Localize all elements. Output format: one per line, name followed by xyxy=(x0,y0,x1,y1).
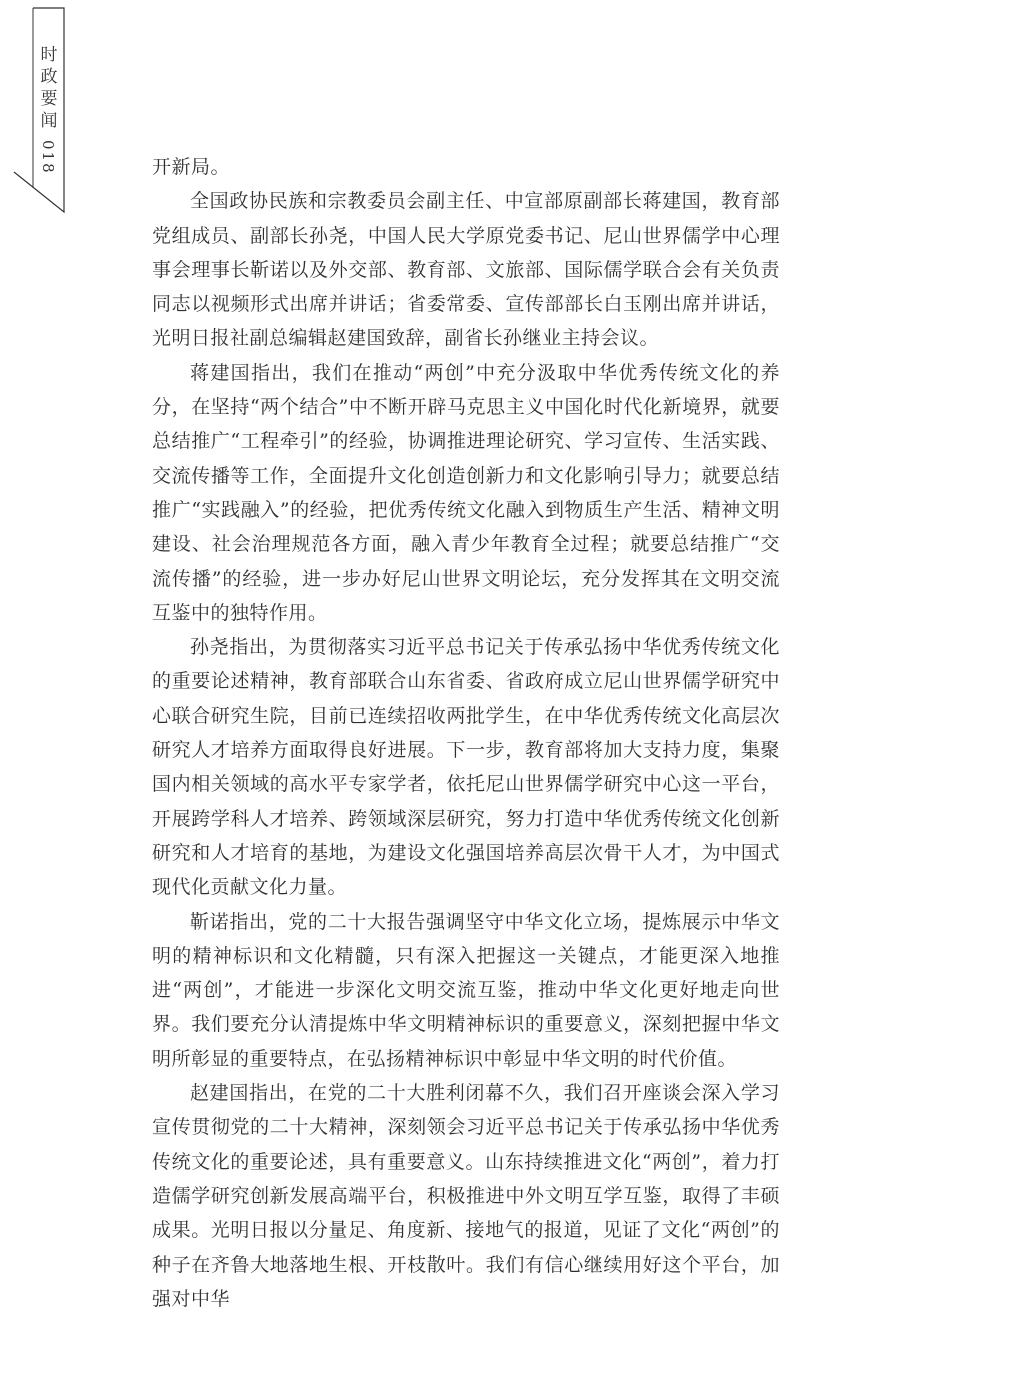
paragraph: 开新局。 xyxy=(152,156,231,178)
section-char: 时 xyxy=(40,45,58,65)
paragraph: 全国政协民族和宗教委员会副主任、中宣部原副部长蒋建国，教育部党组成员、副部长孙尧，中国人民大学原党委书记、尼山世界儒学中心理事会理事长靳诺以及外交部、教育部、文旅部、国际儒学联合会有关负责同志以视频形式出席并讲话；省委常委、宣传部部长白玉刚出席并讲话，光明日报社副总编辑赵建国致辞，副省长孙继业主持会议。 xyxy=(152,190,780,350)
paragraph: 靳诺指出，党的二十大报告强调坚守中华文化立场，提炼展示中华文明的精神标识和文化精髓，只有深入把握这一关键点，才能更深入地推进“两创”，才能进一步深化文明交流互鉴，推动中华文化更好地走向世界。我们要充分认清提炼中华文明精神标识的重要意义，深刻把握中华文明所彰显的重要特点，在弘扬精神标识中彰显中华文明的时代价值。 xyxy=(152,910,780,1070)
section-char: 闻 xyxy=(40,111,58,131)
section-char: 政 xyxy=(40,67,58,87)
paragraph: 蒋建国指出，我们在推动“两创”中充分汲取中华优秀传统文化的养分，在坚持“两个结合”中不断开辟马克思主义中国化时代化新境界，就要总结推广“工程牵引”的经验，协调推进理论研究、学习宣传、生活实践、交流传播等工作，全面提升文化创造创新力和文化影响引导力；就要总结推广“实践融入”的经验，把优秀传统文化融入到物质生产生活、精神文明建设、社会治理规范各方面，融入青少年教育全过程；就要总结推广“交流传播”的经验，进一步办好尼山世界文明论坛，充分发挥其在文明交流互鉴中的独特作用。 xyxy=(152,361,780,624)
article-body xyxy=(152,150,780,1316)
section-tab xyxy=(0,0,70,215)
paragraph: 赵建国指出，在党的二十大胜利闭幕不久，我们召开座谈会深入学习宣传贯彻党的二十大精神，深刻领会习近平总书记关于传承弘扬中华优秀传统文化的重要论述，具有重要意义。山东持续推进文化“两创”，着力打造儒学研究创新发展高端平台，积极推进中外文明互学互鉴，取得了丰硕成果。光明日报以分量足、角度新、接地气的报道，见证了文化“两创”的种子在齐鲁大地落地生根、开枝散叶。我们有信心继续用好这个平台，加强对中华 xyxy=(152,1082,780,1310)
paragraph: 孙尧指出，为贯彻落实习近平总书记关于传承弘扬中华优秀传统文化的重要论述精神，教育部联合山东省委、省政府成立尼山世界儒学研究中心联合研究生院，目前已连续招收两批学生，在中华优秀传统文化高层次研究人才培养方面取得良好进展。下一步，教育部将加大支持力度，集聚国内相关领域的高水平专家学者，依托尼山世界儒学研究中心这一平台，开展跨学科人才培养、跨领域深层研究，努力打造中华优秀传统文化创新研究和人才培育的基地，为建设文化强国培养高层次骨干人才，为中国式现代化贡献文化力量。 xyxy=(152,636,780,899)
section-name xyxy=(39,44,59,132)
section-char: 要 xyxy=(40,89,58,109)
section-tab-frame xyxy=(0,0,70,215)
page-number: 018 xyxy=(39,140,57,175)
